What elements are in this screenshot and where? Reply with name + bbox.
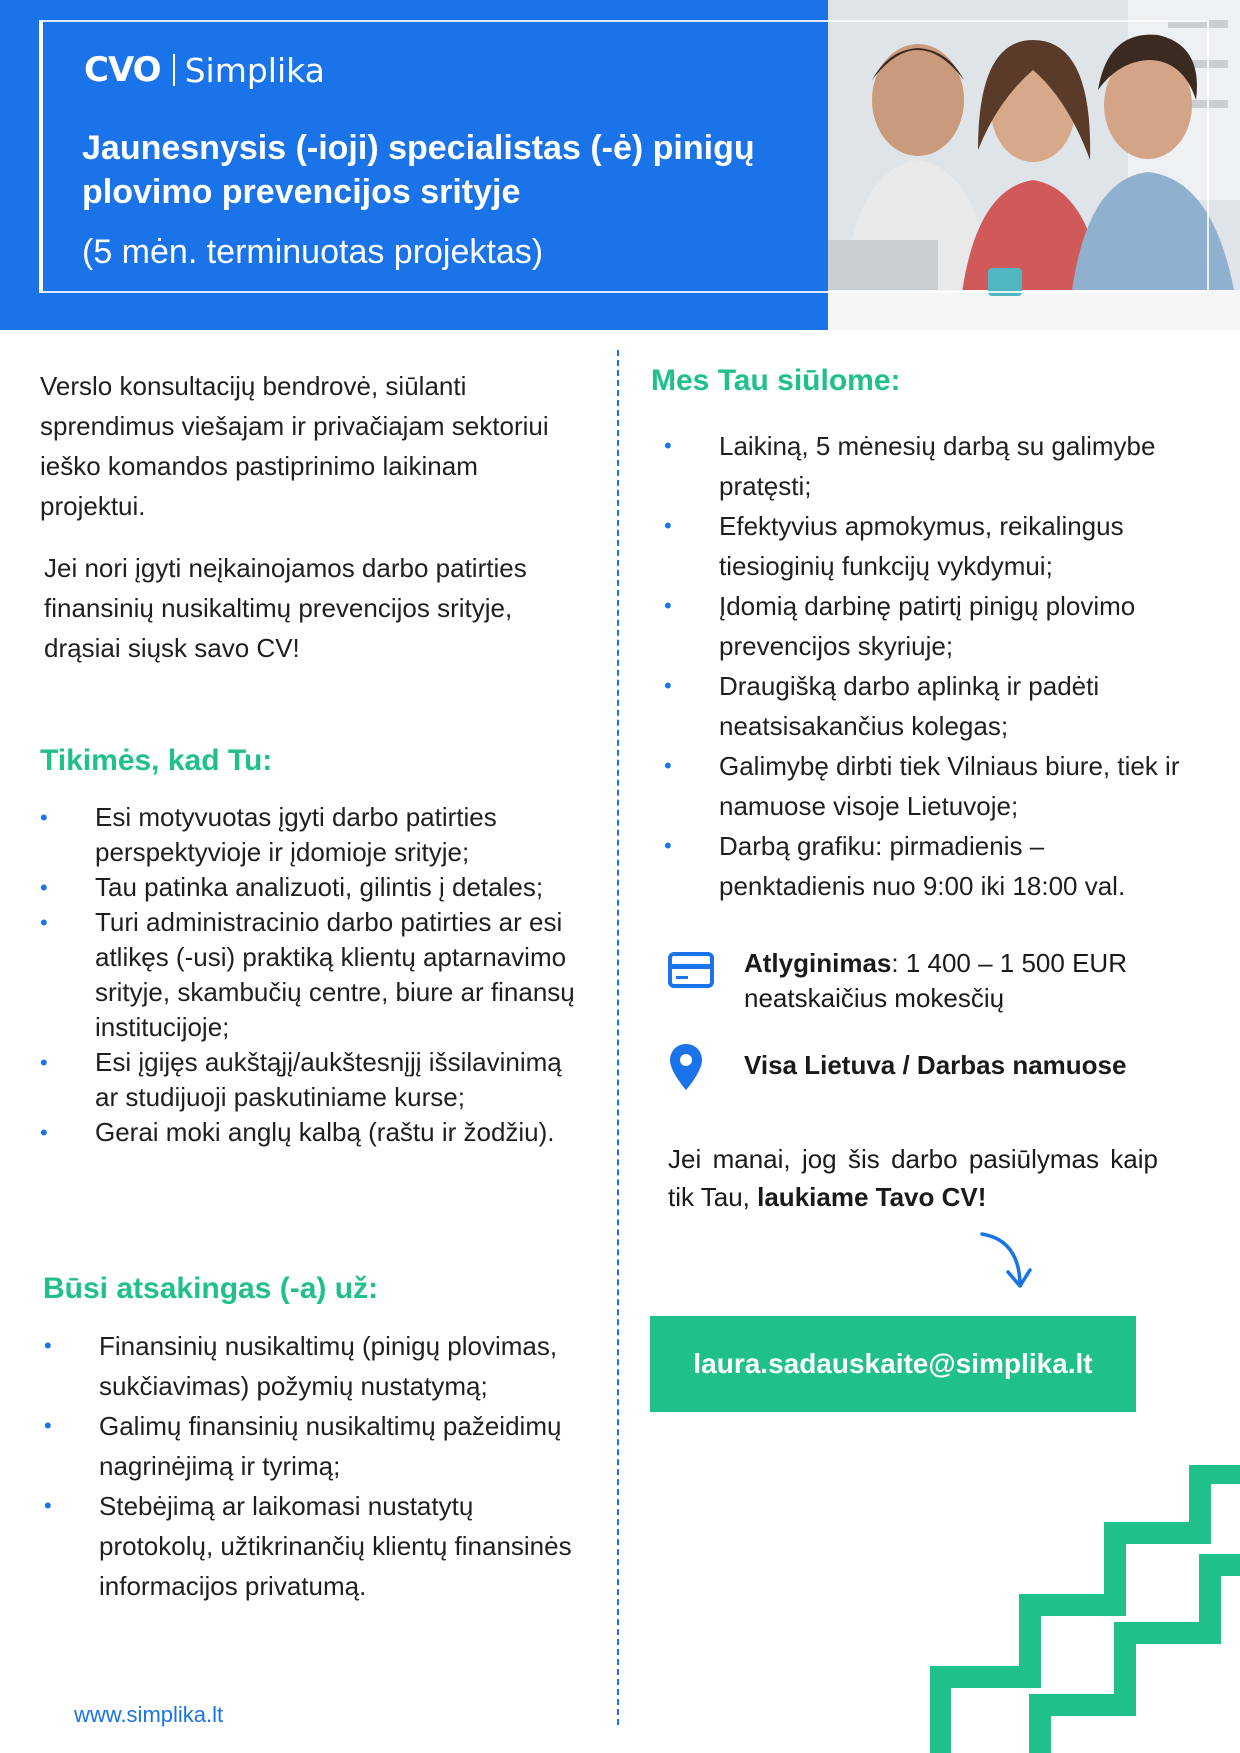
list-item: • Esi įgijęs aukštąjį/aukštesnįjį išsilavinimą ar studijuoji paskutiniame kurse;: [40, 1047, 562, 1112]
intro-paragraph-2: Jei nori įgyti neįkainojamos darbo patirties finansinių nusikaltimų prevencijos srityje, drąsiai siųsk savo CV!: [44, 553, 527, 663]
intro-paragraph-1: Verslo konsultacijų bendrovė, siūlanti sprendimus viešajam ir privačiajam sektoriui ieško komandos pastiprinimo laikinam projektui.: [40, 371, 549, 521]
location-pin-icon: [668, 1042, 704, 1092]
salary-note: neatskaičius mokesčių: [744, 983, 1005, 1013]
list-item: • Galimų finansinių nusikaltimų pažeidimų nagrinėjimą ir tyrimą;: [44, 1406, 574, 1486]
list-item: • Įdomią darbinę patirtį pinigų plovimo prevencijos skyriuje;: [664, 586, 1194, 666]
bullet-icon: •: [40, 805, 48, 830]
offer-title: Mes Tau siūlome:: [651, 364, 901, 397]
list-item: • Laikiną, 5 mėnesių darbą su galimybe pratęsti;: [664, 426, 1194, 506]
bullet-icon: •: [40, 910, 48, 935]
bullet-icon: •: [40, 1120, 48, 1145]
location-text: Visa Lietuva / Darbas namuose: [744, 1050, 1127, 1080]
bullet-icon: •: [664, 833, 672, 858]
responsibilities-list: [44, 1326, 574, 1606]
job-title: Jaunesnysis (-ioji) specialistas (-ė) pinigų plovimo prevencijos srityje: [82, 129, 755, 211]
expectations-list: [40, 800, 575, 1150]
salary-value: : 1 400 – 1 500 EUR: [891, 948, 1127, 978]
bullet-icon: •: [664, 433, 672, 458]
list-item: • Galimybę dirbti tiek Vilniaus biure, tiek ir namuose visoje Lietuvoje;: [664, 746, 1194, 826]
website-link[interactable]: www.simplika.lt: [74, 1702, 224, 1727]
responsibilities-title: Būsi atsakingas (-a) už:: [43, 1272, 379, 1305]
stairs-decoration: [930, 1465, 1240, 1753]
bullet-icon: •: [44, 1333, 52, 1358]
list-item: • Turi administracinio darbo patirties ar esi atlikęs (-usi) praktiką klientų aptarnavimo srityje, skambučių centre, biure ar finansų institucijoje;: [40, 907, 575, 1042]
salary-label: Atlyginimas: [744, 948, 892, 978]
logo-separator: [173, 54, 175, 86]
salary-info: [744, 946, 1214, 1016]
cta-text: Jei manai, jog šis darbo pasiūlymas kaip tik Tau,: [668, 1144, 1158, 1212]
list-item: • Efektyvius apmokymus, reikalingus tiesioginių funkcijų vykdymui;: [664, 506, 1194, 586]
bullet-icon: •: [44, 1413, 52, 1438]
email-button[interactable]: [650, 1316, 1136, 1412]
list-item: • Esi motyvuotas įgyti darbo patirties perspektyvioje ir įdomioje srityje;: [40, 802, 497, 867]
bullet-icon: •: [664, 753, 672, 778]
job-subtitle: (5 mėn. terminuotas projektas): [82, 233, 544, 271]
list-item: • Tau patinka analizuoti, gilintis į detales;: [40, 870, 575, 905]
list-item: • Gerai moki anglų kalbą (raštu ir žodžiu).: [40, 1115, 575, 1150]
bullet-icon: •: [44, 1493, 52, 1518]
bullet-icon: •: [664, 673, 672, 698]
call-to-action: [668, 1140, 1158, 1216]
cta-bold: laukiame Tavo CV!: [757, 1182, 987, 1212]
logo-simplika: Simplika: [184, 50, 325, 90]
bullet-icon: •: [664, 593, 672, 618]
email-address[interactable]: laura.sadauskaite@simplika.lt: [693, 1348, 1093, 1379]
logo-cvo: CVO: [84, 50, 161, 90]
header: [0, 0, 1240, 330]
credit-card-icon: [668, 952, 714, 988]
list-item: • Finansinių nusikaltimų (pinigų plovimas, sukčiavimas) požymių nustatymą;: [44, 1326, 574, 1406]
bullet-icon: •: [664, 513, 672, 538]
bullet-icon: •: [40, 1050, 48, 1075]
list-item: • Darbą grafiku: pirmadienis – penktadienis nuo 9:00 iki 18:00 val.: [664, 826, 1194, 906]
expectations-title: Tikimės, kad Tu:: [40, 744, 273, 777]
column-divider: [617, 350, 619, 1725]
cvo-simplika-logo: [84, 50, 325, 90]
bullet-icon: •: [40, 875, 48, 900]
curved-arrow-icon: [978, 1230, 1036, 1292]
list-item: • Stebėjimą ar laikomasi nustatytų protokolų, užtikrinančių klientų finansinės informacijos privatumą.: [44, 1486, 574, 1606]
list-item: • Draugišką darbo aplinką ir padėti neatsisakančius kolegas;: [664, 666, 1194, 746]
offer-list: [664, 426, 1194, 906]
